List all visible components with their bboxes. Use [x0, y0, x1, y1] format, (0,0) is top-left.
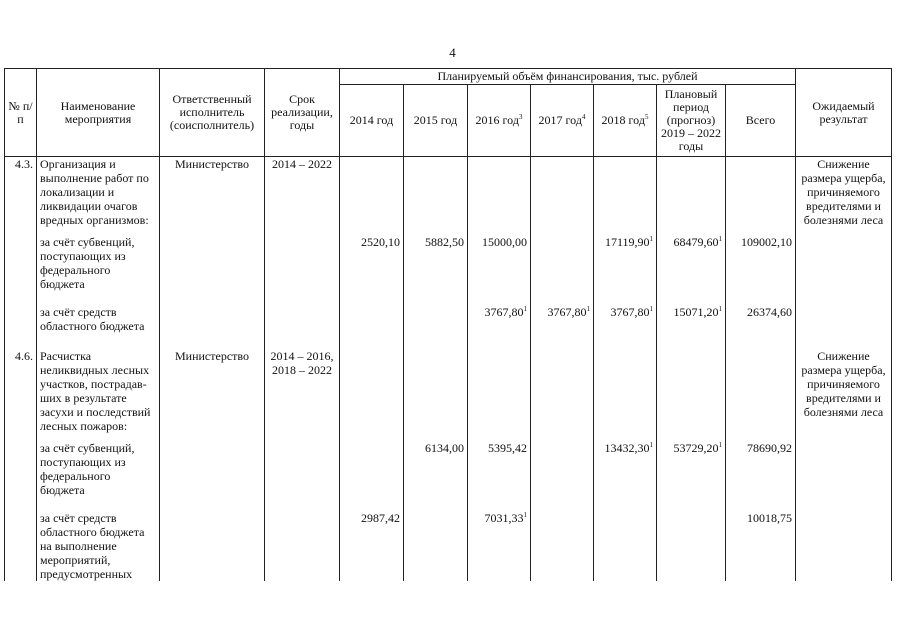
header-2014: 2014 год [340, 85, 404, 157]
value-2017: 3767,80$^1$ [531, 291, 594, 333]
header-executor: Ответственный исполнитель (соисполнитель) [160, 69, 265, 157]
value-2015: 6134,00 [404, 441, 468, 497]
value-plan: 15071,20$^1$ [657, 291, 726, 333]
value-2014: 2987,42 [340, 497, 404, 581]
table-row [5, 157, 892, 228]
term: 2014 – 2022 [265, 157, 340, 228]
expected-result: Снижение размера ущерба, причиняемого вредителями и болезнями леса [796, 157, 892, 334]
table-row [5, 291, 892, 333]
header-no: № п/п [5, 69, 37, 157]
header-term: Срок реализации, годы [265, 69, 340, 157]
value-2018: 17119,90$^1$ [594, 235, 657, 291]
header-2017: 2017 год$^4$ [531, 85, 594, 157]
value-2016: 7031,33$^1$ [468, 497, 531, 581]
activity-name: Расчистка неликвидных лесных участков, пострадав-ших в результате засухи и последствий лесных пожаров: [37, 349, 160, 433]
value-2014: 2520,10 [340, 235, 404, 291]
activity-name: Организация и выполнение работ по локализации и ликвидации очагов вредных организмов: [37, 157, 160, 228]
funding-source: за счёт субвенций, поступающих из федерального бюджета [37, 235, 160, 291]
value-2018: 3767,80$^1$ [594, 291, 657, 333]
table-row [5, 441, 892, 497]
value-2016: 15000,00 [468, 235, 531, 291]
value-plan: 53729,20$^1$ [657, 441, 726, 497]
value-2016: 3767,80$^1$ [468, 291, 531, 333]
header-2015: 2015 год [404, 85, 468, 157]
funding-table [4, 68, 892, 581]
value-total: 26374,60 [726, 291, 796, 333]
table-row [5, 349, 892, 433]
header-2016: 2016 год$^3$ [468, 85, 531, 157]
expected-result: Снижение размера ущерба, причиняемого вредителями и болезнями леса [796, 349, 892, 581]
value-total: 109002,10 [726, 235, 796, 291]
table-row [5, 235, 892, 291]
row-number: 4.3. [5, 157, 37, 228]
table-row [5, 497, 892, 581]
row-number: 4.6. [5, 349, 37, 433]
value-2016: 5395,42 [468, 441, 531, 497]
header-name: Наименование мероприятия [37, 69, 160, 157]
header-funding-group: Планируемый объём финансирования, тыс. рублей [340, 69, 796, 85]
header-total: Всего [726, 85, 796, 157]
executor: Министерство [160, 349, 265, 433]
value-total: 78690,92 [726, 441, 796, 497]
funding-source: за счёт субвенций, поступающих из федерального бюджета [37, 441, 160, 497]
page-number: 4 [449, 45, 456, 60]
value-total: 10018,75 [726, 497, 796, 581]
funding-source: за счёт средств областного бюджета на выполнение мероприятий, предусмотренных [37, 497, 160, 581]
value-2015: 5882,50 [404, 235, 468, 291]
header-2018: 2018 год$^5$ [594, 85, 657, 157]
header-plan-period: Плановый период (прогноз) 2019 – 2022 годы [657, 85, 726, 157]
executor: Министерство [160, 157, 265, 228]
header-result: Ожидаемый результат [796, 69, 892, 157]
funding-source: за счёт средств областного бюджета [37, 291, 160, 333]
value-2018: 13432,30$^1$ [594, 441, 657, 497]
term: 2014 – 2016, 2018 – 2022 [265, 349, 340, 433]
value-plan: 68479,60$^1$ [657, 235, 726, 291]
